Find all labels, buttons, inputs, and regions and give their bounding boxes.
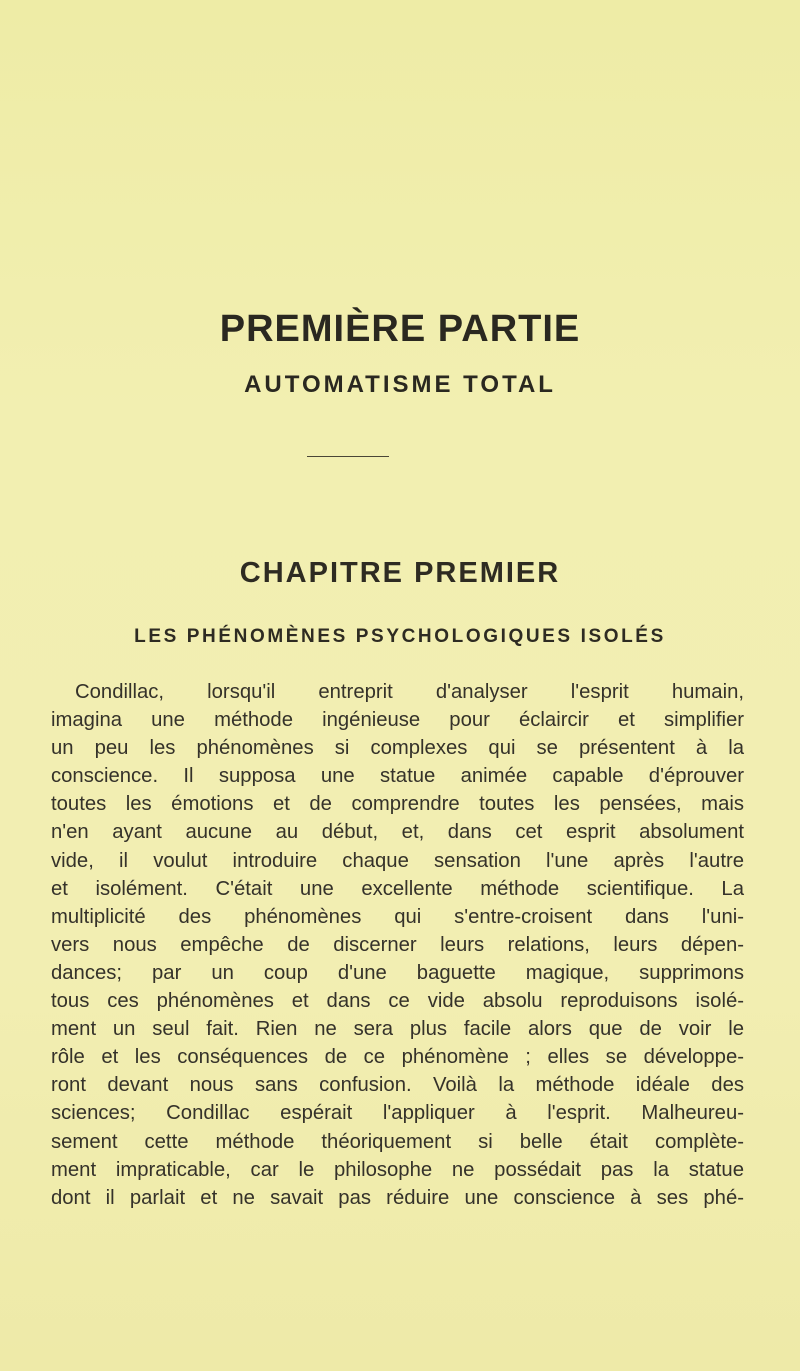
body-paragraph	[51, 678, 744, 1212]
text-line: tous ces phénomènes et dans ce vide absolu reproduisons isolé-	[51, 990, 744, 1013]
text-line: dont il parlait et ne savait pas réduire une conscience à ses phé-	[51, 1186, 744, 1209]
text-line: sement cette méthode théoriquement si belle était complète-	[51, 1130, 744, 1153]
text-line: Condillac, lorsqu'il entreprit d'analyser l'esprit humain,	[75, 681, 744, 703]
text-line: un peu les phénomènes si complexes qui se présentent à la	[51, 737, 744, 760]
part-title: PREMIÈRE PARTIE	[219, 308, 581, 350]
part-subtitle: AUTOMATISME TOTAL	[244, 371, 556, 398]
text-line: ment impraticable, car le philosophe ne possédait pas la statue	[51, 1158, 744, 1181]
text-line: multiplicité des phénomènes qui s'entre-croisent dans l'uni-	[51, 905, 744, 928]
chapter-subtitle: LES PHÉNOMÈNES PSYCHOLOGIQUES ISOLÉS	[134, 626, 666, 647]
text-line: conscience. Il supposa une statue animée capable d'éprouver	[51, 765, 744, 788]
text-line: ment un seul fait. Rien ne sera plus facile alors que de voir le	[51, 1018, 744, 1041]
text-line: dances; par un coup d'une baguette magique, supprimons	[51, 961, 744, 984]
text-line: sciences; Condillac espérait l'appliquer à l'esprit. Malheureu-	[51, 1102, 744, 1125]
chapter-title: CHAPITRE PREMIER	[239, 557, 561, 589]
text-line: ront devant nous sans confusion. Voilà la méthode idéale des	[51, 1074, 744, 1097]
section-divider	[307, 456, 389, 457]
text-line: et isolément. C'était une excellente méthode scientifique. La	[51, 877, 744, 900]
text-line: n'en ayant aucune au début, et, dans cet esprit absolument	[51, 821, 744, 844]
text-line: toutes les émotions et de comprendre toutes les pensées, mais	[51, 793, 744, 816]
text-line: imagina une méthode ingénieuse pour éclaircir et simplifier	[51, 709, 744, 732]
text-line: vers nous empêche de discerner leurs relations, leurs dépen-	[51, 933, 744, 956]
text-line: rôle et les conséquences de ce phénomène ; elles se développe-	[51, 1046, 744, 1069]
text-line: vide, il voulut introduire chaque sensation l'une après l'autre	[51, 849, 744, 872]
